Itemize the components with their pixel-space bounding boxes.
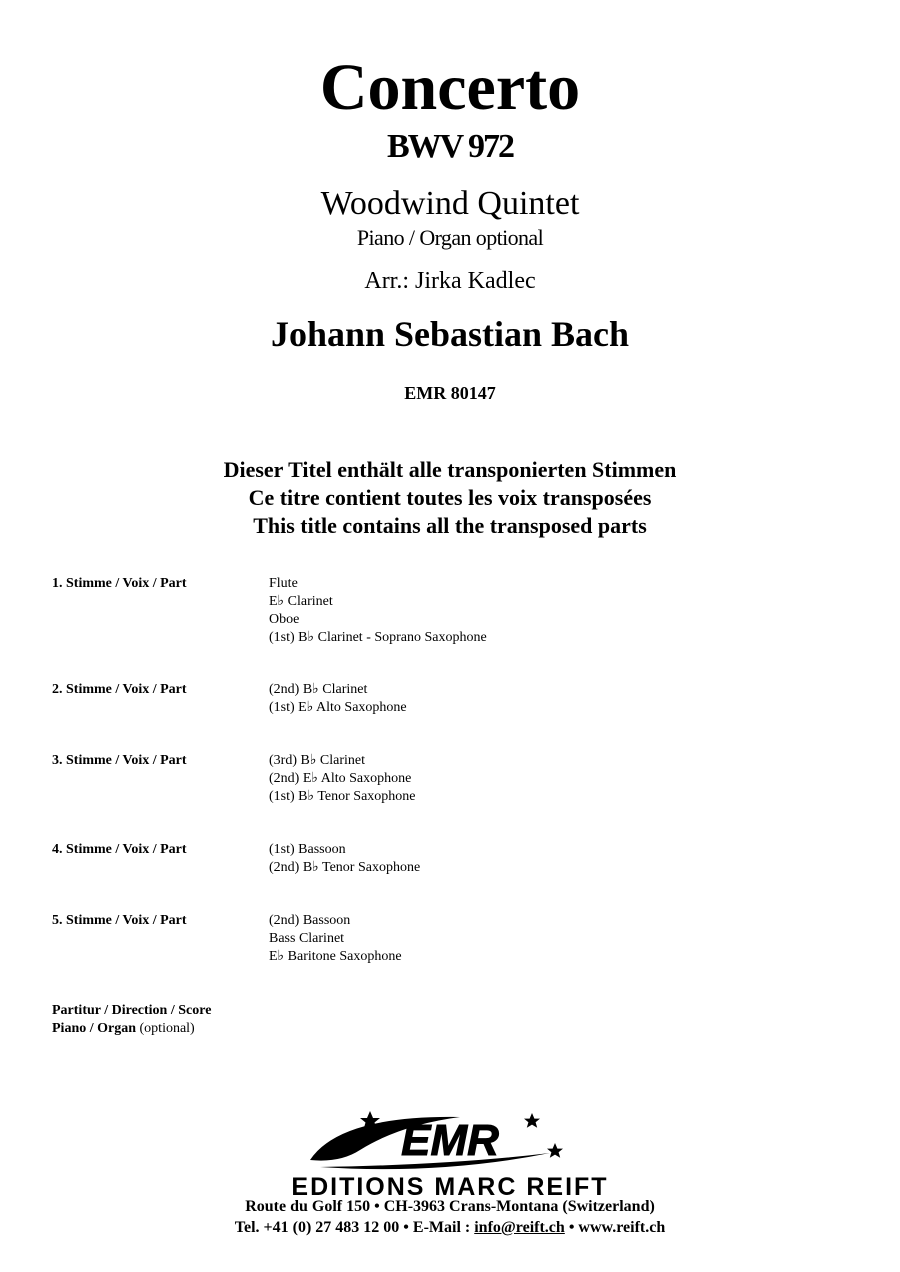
publisher-address: Route du Golf 150 • CH-3963 Crans-Montana (Switzerland) [245,1198,655,1215]
publisher-contact: Tel. +41 (0) 27 483 12 00 • E-Mail : info@reift.ch • www.reift.ch [234,1219,666,1236]
instrument-item: Bass Clarinet [269,931,345,946]
additional-parts [52,1002,211,1038]
instrument-item: Oboe [269,612,300,627]
publisher-name: EDITIONS MARC REIFT [291,1173,609,1201]
email-link[interactable]: info@reift.ch [474,1219,565,1236]
part-label: 1. Stimme / Voix / Part [52,576,187,591]
optional-note: (optional) [139,1021,195,1036]
emr-logo [300,1105,600,1175]
instrument-item: (1st) B♭ Clarinet - Soprano Saxophone [269,630,487,645]
logo-text: EMR [401,1116,499,1165]
instrument-item: (1st) B♭ Tenor Saxophone [269,789,416,804]
part-label: 3. Stimme / Voix / Part [52,753,187,768]
website-link[interactable]: www.reift.ch [578,1219,666,1236]
catalog-number: BWV 972 [386,128,514,165]
instrument-item: (2nd) B♭ Clarinet [269,682,368,697]
optional-instruments: Piano / Organ optional [356,225,544,250]
part-label: 4. Stimme / Voix / Part [52,842,187,857]
instrument-item: Flute [269,576,298,591]
notice-line-en: This title contains all the transposed parts [253,513,647,538]
edition-number: EMR 80147 [404,383,496,403]
telephone: Tel. +41 (0) 27 483 12 00 [234,1219,400,1236]
arranger: Arr.: Jirka Kadlec [364,268,536,294]
notice-line-fr: Ce titre contient toutes les voix transposées [248,485,652,510]
part-instruments [269,841,420,877]
email-label: E-Mail : [412,1219,475,1236]
star-icon [524,1113,540,1128]
page-title: Concerto [319,51,581,124]
notice-line-de: Dieser Titel enthält alle transponierten Stimmen [223,457,677,482]
composer: Johann Sebastian Bach [270,314,630,354]
transposition-notice [0,456,900,540]
part-label: 2. Stimme / Voix / Part [52,682,187,697]
instrument-item: (3rd) B♭ Clarinet [269,753,366,768]
instrument-item: E♭ Baritone Saxophone [269,949,402,964]
instrument-item: (2nd) B♭ Tenor Saxophone [269,860,421,875]
part-instruments [269,575,487,647]
part-instruments [269,912,402,966]
instrument-item: (1st) E♭ Alto Saxophone [269,700,407,715]
instrument-item: (2nd) Bassoon [269,913,351,928]
ensemble-name: Woodwind Quintet [320,185,580,222]
piano-organ-label: Piano / Organ [52,1021,137,1036]
instrument-item: E♭ Clarinet [269,594,333,609]
instrument-item: (2nd) E♭ Alto Saxophone [269,771,412,786]
part-label: 5. Stimme / Voix / Part [52,913,187,928]
part-instruments [269,681,407,717]
score-label: Partitur / Direction / Score [52,1003,212,1018]
instrument-item: (1st) Bassoon [269,842,346,857]
star-icon [547,1143,563,1158]
part-instruments [269,752,416,806]
